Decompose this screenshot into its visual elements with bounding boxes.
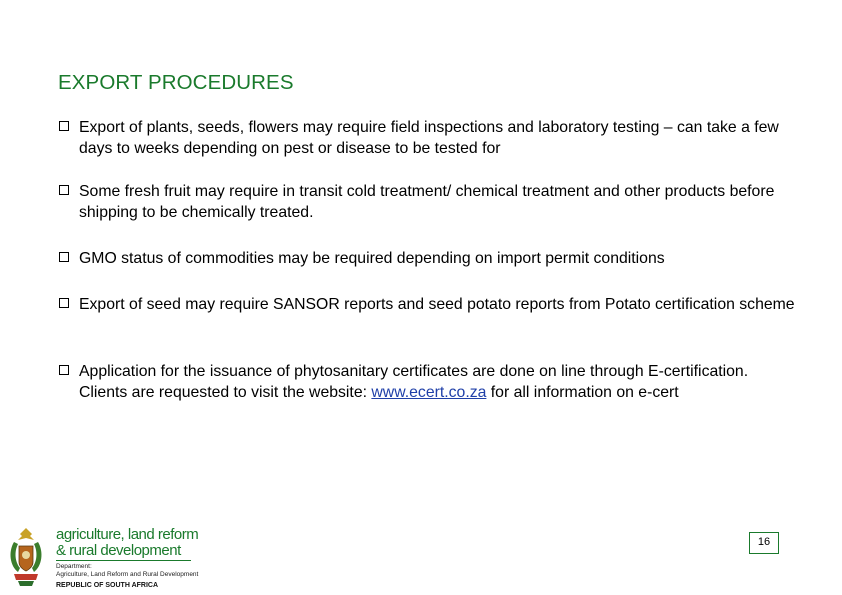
bullet-text: Export of seed may require SANSOR reports and seed potato reports from Potato certification scheme bbox=[79, 296, 795, 313]
bullet-text: Some fresh fruit may require in transit cold treatment/ chemical treatment and other products before shipping to be chemically treated. bbox=[79, 183, 775, 221]
logo-divider bbox=[56, 560, 191, 561]
logo-country: REPUBLIC OF SOUTH AFRICA bbox=[56, 582, 159, 589]
bullet-text-before: Application for the issuance of phytosanitary certificates are done on line through E-certification. Clients are requested to visit the website: bbox=[79, 363, 749, 401]
ecert-website-link[interactable]: www.ecert.co.za bbox=[371, 384, 487, 401]
page-title: EXPORT PROCEDURES bbox=[58, 71, 294, 94]
bullet-item bbox=[59, 117, 799, 159]
logo-dept-label: Department: bbox=[56, 563, 92, 570]
bullet-item bbox=[59, 294, 799, 315]
bullet-item bbox=[59, 361, 799, 403]
bullet-item bbox=[59, 181, 799, 223]
checkbox-bullet-icon bbox=[59, 185, 69, 195]
bullet-text-after: for all information on e-cert bbox=[486, 384, 679, 401]
checkbox-bullet-icon bbox=[59, 121, 69, 131]
logo-line1: agriculture, land reform bbox=[56, 526, 199, 543]
bullet-item bbox=[59, 248, 799, 269]
logo-line2: & rural development bbox=[56, 542, 181, 559]
coat-of-arms-icon bbox=[6, 526, 46, 588]
checkbox-bullet-icon bbox=[59, 365, 69, 375]
department-logo bbox=[6, 524, 206, 592]
logo-dept-name: Agriculture, Land Reform and Rural Development bbox=[56, 571, 199, 578]
bullet-text: Export of plants, seeds, flowers may require field inspections and laboratory testing – can take a few days to weeks depending on pest or disease to be tested for bbox=[79, 119, 779, 157]
page-number: 16 bbox=[749, 532, 779, 554]
checkbox-bullet-icon bbox=[59, 252, 69, 262]
checkbox-bullet-icon bbox=[59, 298, 69, 308]
bullet-text: GMO status of commodities may be required depending on import permit conditions bbox=[79, 250, 665, 267]
